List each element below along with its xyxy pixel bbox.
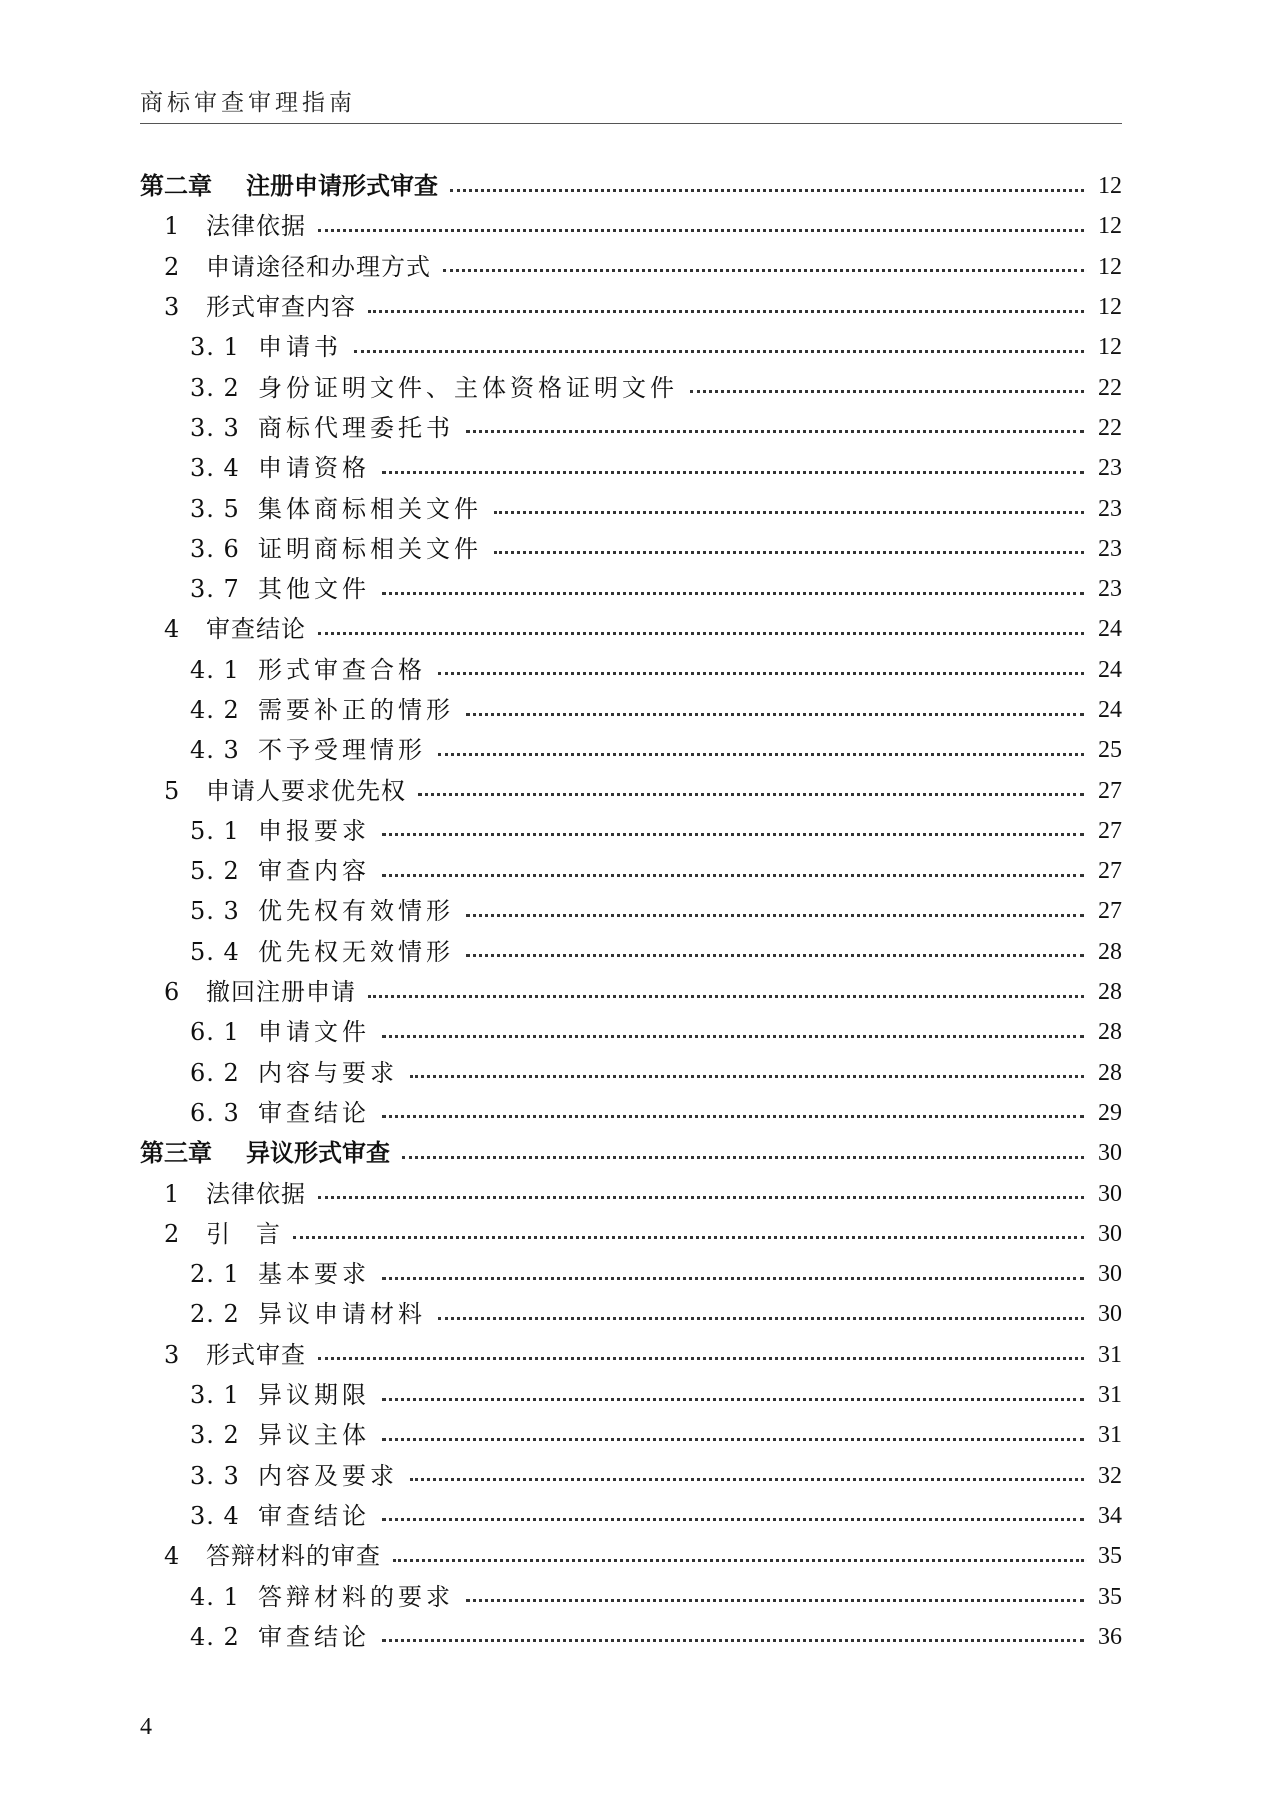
toc-chapter-entry[interactable] [140, 1133, 1122, 1173]
toc-entry-number: 2. 1 [190, 1260, 240, 1289]
table-of-contents [140, 166, 1122, 1657]
toc-dot-leader [382, 471, 1084, 474]
toc-entry-title: 引 言 [206, 1219, 281, 1248]
toc-entry-number: 1 [164, 212, 180, 241]
toc-subsection-entry[interactable] [140, 1576, 1122, 1616]
toc-dot-leader [466, 713, 1084, 716]
toc-entry-page: 28 [1098, 1019, 1122, 1046]
toc-subsection-entry[interactable] [140, 650, 1122, 690]
toc-entry-number: 2 [164, 252, 180, 281]
toc-chapter-entry[interactable] [140, 166, 1122, 206]
toc-entry-number: 4 [164, 1542, 180, 1571]
toc-entry-number: 第三章 [140, 1138, 212, 1168]
toc-dot-leader [466, 954, 1084, 957]
toc-entry-page: 35 [1098, 1543, 1122, 1570]
toc-entry-title: 法律依据 [206, 212, 306, 241]
toc-entry-title: 异议主体 [258, 1421, 370, 1450]
toc-dot-leader [382, 592, 1084, 595]
toc-entry-page: 30 [1098, 1180, 1122, 1207]
toc-dot-leader [382, 1438, 1084, 1441]
toc-entry-page: 36 [1098, 1623, 1122, 1650]
toc-entry-title: 审查结论 [206, 615, 306, 644]
toc-subsection-entry[interactable] [140, 327, 1122, 367]
toc-entry-number: 4 [164, 615, 180, 644]
toc-subsection-entry[interactable] [140, 811, 1122, 851]
toc-entry-number: 3. 3 [190, 413, 240, 442]
toc-entry-page: 31 [1098, 1382, 1122, 1409]
toc-dot-leader [382, 1518, 1084, 1521]
toc-entry-number: 3. 4 [190, 454, 240, 483]
toc-entry-title: 其他文件 [258, 575, 370, 604]
running-header: 商标审查审理指南 [140, 90, 356, 116]
toc-dot-leader [466, 914, 1084, 917]
toc-entry-title: 异议申请材料 [258, 1300, 426, 1329]
toc-entry-title: 内容及要求 [258, 1461, 398, 1490]
toc-dot-leader [368, 995, 1084, 998]
toc-entry-title: 审查结论 [258, 1622, 370, 1651]
toc-section-entry[interactable] [140, 206, 1122, 246]
toc-entry-title: 身份证明文件、主体资格证明文件 [258, 373, 678, 402]
toc-entry-page: 23 [1098, 455, 1122, 482]
toc-entry-number: 6. 3 [190, 1098, 240, 1127]
toc-dot-leader [318, 1357, 1084, 1360]
toc-dot-leader [318, 229, 1084, 232]
toc-entry-title: 申请途径和办理方式 [206, 252, 431, 281]
toc-entry-number: 2 [164, 1219, 180, 1248]
toc-section-entry[interactable] [140, 609, 1122, 649]
toc-subsection-entry[interactable] [140, 569, 1122, 609]
toc-entry-page: 23 [1098, 576, 1122, 603]
toc-subsection-entry[interactable] [140, 1415, 1122, 1455]
toc-entry-number: 3. 5 [190, 494, 240, 523]
toc-entry-number: 6 [164, 978, 180, 1007]
toc-entry-title: 内容与要求 [258, 1058, 398, 1087]
toc-entry-number: 3. 1 [190, 1381, 240, 1410]
toc-section-entry[interactable] [140, 1173, 1122, 1213]
toc-entry-page: 28 [1098, 979, 1122, 1006]
toc-entry-number: 3. 2 [190, 373, 240, 402]
toc-dot-leader [438, 753, 1084, 756]
toc-entry-number: 5. 1 [190, 816, 240, 845]
toc-entry-title: 需要补正的情形 [258, 696, 454, 724]
toc-subsection-entry[interactable] [140, 891, 1122, 931]
toc-entry-page: 25 [1098, 737, 1122, 764]
toc-dot-leader [382, 833, 1084, 836]
toc-entry-number: 3 [164, 293, 180, 322]
toc-entry-number: 5 [164, 776, 180, 805]
toc-subsection-entry[interactable] [140, 1496, 1122, 1536]
toc-entry-page: 23 [1098, 535, 1122, 562]
header-rule [140, 123, 1122, 124]
toc-section-entry[interactable] [140, 287, 1122, 327]
toc-entry-page: 23 [1098, 495, 1122, 522]
toc-entry-page: 12 [1098, 334, 1122, 361]
toc-dot-leader [418, 793, 1084, 796]
toc-dot-leader [293, 1236, 1084, 1239]
toc-subsection-entry[interactable] [140, 1093, 1122, 1133]
toc-entry-page: 32 [1098, 1462, 1122, 1489]
toc-entry-page: 12 [1098, 213, 1122, 240]
toc-dot-leader [382, 874, 1084, 877]
toc-entry-title: 基本要求 [258, 1260, 370, 1289]
toc-subsection-entry[interactable] [140, 448, 1122, 488]
toc-dot-leader [494, 511, 1084, 514]
toc-entry-number: 1 [164, 1179, 180, 1208]
toc-entry-page: 30 [1098, 1220, 1122, 1247]
toc-dot-leader [382, 1277, 1084, 1280]
toc-dot-leader [494, 551, 1084, 554]
toc-entry-title: 审查结论 [258, 1098, 370, 1127]
toc-entry-page: 24 [1098, 697, 1122, 723]
toc-dot-leader [368, 310, 1084, 313]
toc-entry-title: 形式审查内容 [206, 293, 356, 322]
toc-dot-leader [318, 632, 1084, 635]
toc-section-entry[interactable] [140, 247, 1122, 287]
toc-entry-title: 优先权无效情形 [258, 937, 454, 966]
toc-section-entry[interactable] [140, 770, 1122, 810]
toc-subsection-entry[interactable] [140, 690, 1122, 730]
toc-entry-page: 28 [1098, 938, 1122, 965]
toc-dot-leader [438, 1317, 1084, 1320]
toc-dot-leader [393, 1559, 1084, 1562]
toc-entry-title: 申请资格 [258, 454, 370, 483]
toc-entry-page: 28 [1098, 1059, 1122, 1086]
toc-entry-number: 6. 2 [190, 1058, 240, 1087]
toc-entry-title: 注册申请形式审查 [246, 171, 438, 201]
toc-entry-number: 5. 3 [190, 897, 240, 926]
toc-entry-page: 27 [1098, 858, 1122, 885]
toc-entry-page: 27 [1098, 777, 1122, 804]
toc-entry-title: 申请书 [258, 333, 342, 362]
toc-entry-number: 2. 2 [190, 1300, 240, 1329]
toc-dot-leader [354, 350, 1084, 353]
toc-dot-leader [466, 1599, 1084, 1602]
toc-entry-page: 30 [1098, 1261, 1122, 1288]
toc-entry-page: 12 [1098, 253, 1122, 280]
toc-subsection-entry[interactable] [140, 1012, 1122, 1052]
toc-dot-leader [450, 189, 1084, 192]
toc-entry-number: 4. 2 [190, 1622, 240, 1651]
toc-entry-number: 5. 2 [190, 857, 240, 886]
toc-entry-title: 不予受理情形 [258, 736, 426, 765]
toc-entry-page: 29 [1098, 1099, 1122, 1126]
toc-entry-title: 申请人要求优先权 [206, 776, 406, 805]
toc-dot-leader [318, 1196, 1084, 1199]
toc-entry-number: 4. 3 [190, 736, 240, 765]
toc-entry-title: 集体商标相关文件 [258, 494, 482, 523]
toc-subsection-entry[interactable] [140, 730, 1122, 770]
toc-dot-leader [443, 269, 1084, 272]
toc-subsection-entry[interactable] [140, 367, 1122, 407]
toc-entry-number: 5. 4 [190, 937, 240, 966]
toc-entry-title: 异议形式审查 [246, 1138, 390, 1168]
toc-entry-page: 12 [1098, 173, 1122, 200]
toc-entry-number: 4. 1 [190, 655, 240, 684]
toc-entry-title: 答辩材料的审查 [206, 1542, 381, 1571]
toc-subsection-entry[interactable] [140, 851, 1122, 891]
toc-dot-leader [690, 390, 1084, 393]
toc-entry-page: 34 [1098, 1502, 1122, 1529]
toc-entry-title: 申请文件 [258, 1018, 370, 1047]
toc-entry-page: 35 [1098, 1583, 1122, 1610]
toc-entry-title: 形式审查合格 [258, 655, 426, 684]
toc-entry-title: 撤回注册申请 [206, 978, 356, 1007]
toc-subsection-entry[interactable] [140, 1375, 1122, 1415]
toc-entry-title: 优先权有效情形 [258, 897, 454, 926]
toc-subsection-entry[interactable] [140, 1456, 1122, 1496]
toc-subsection-entry[interactable] [140, 932, 1122, 972]
toc-entry-page: 22 [1098, 374, 1122, 401]
toc-entry-title: 商标代理委托书 [258, 413, 454, 442]
toc-subsection-entry[interactable] [140, 488, 1122, 528]
toc-entry-title: 形式审查 [206, 1340, 306, 1369]
toc-entry-number: 3. 7 [190, 575, 240, 604]
toc-entry-page: 31 [1098, 1341, 1122, 1368]
toc-entry-page: 31 [1098, 1422, 1122, 1449]
toc-section-entry[interactable] [140, 1335, 1122, 1375]
toc-entry-title: 异议期限 [258, 1381, 370, 1410]
toc-entry-title: 法律依据 [206, 1179, 306, 1208]
toc-entry-title: 申报要求 [258, 816, 370, 845]
toc-entry-page: 24 [1098, 656, 1122, 683]
toc-entry-number: 3. 3 [190, 1461, 240, 1490]
toc-entry-number: 3. 2 [190, 1421, 240, 1450]
toc-entry-number: 6. 1 [190, 1018, 240, 1047]
toc-entry-number: 3. 4 [190, 1501, 240, 1530]
toc-entry-page: 30 [1098, 1140, 1122, 1167]
toc-entry-number: 4. 1 [190, 1582, 240, 1611]
toc-entry-title: 审查内容 [258, 857, 370, 886]
toc-entry-page: 24 [1098, 616, 1122, 643]
toc-section-entry[interactable] [140, 1536, 1122, 1576]
toc-entry-page: 27 [1098, 898, 1122, 925]
toc-dot-leader [382, 1639, 1084, 1642]
toc-subsection-entry[interactable] [140, 1053, 1122, 1093]
toc-entry-number: 3. 6 [190, 534, 240, 563]
toc-entry-number: 3 [164, 1340, 180, 1369]
toc-dot-leader [466, 430, 1084, 433]
toc-dot-leader [438, 672, 1084, 675]
toc-section-entry[interactable] [140, 1214, 1122, 1254]
toc-entry-number: 4. 2 [190, 696, 240, 724]
toc-entry-page: 22 [1098, 414, 1122, 441]
page-number: 4 [140, 1714, 152, 1740]
toc-dot-leader [382, 1035, 1084, 1038]
toc-entry-page: 30 [1098, 1301, 1122, 1328]
toc-subsection-entry[interactable] [140, 1294, 1122, 1334]
toc-entry-page: 27 [1098, 817, 1122, 844]
toc-entry-title: 证明商标相关文件 [258, 534, 482, 563]
toc-dot-leader [410, 1478, 1084, 1481]
toc-entry-number: 3. 1 [190, 333, 240, 362]
toc-section-entry[interactable] [140, 972, 1122, 1012]
toc-dot-leader [382, 1398, 1084, 1401]
toc-dot-leader [402, 1156, 1084, 1159]
toc-subsection-entry[interactable] [140, 1254, 1122, 1294]
toc-dot-leader [410, 1075, 1084, 1078]
toc-entry-title: 答辩材料的要求 [258, 1582, 454, 1611]
toc-subsection-entry[interactable] [140, 1617, 1122, 1657]
toc-dot-leader [382, 1115, 1084, 1118]
toc-entry-page: 12 [1098, 294, 1122, 321]
toc-subsection-entry[interactable] [140, 529, 1122, 569]
toc-subsection-entry[interactable] [140, 408, 1122, 448]
toc-entry-title: 审查结论 [258, 1501, 370, 1530]
toc-entry-number: 第二章 [140, 171, 212, 201]
